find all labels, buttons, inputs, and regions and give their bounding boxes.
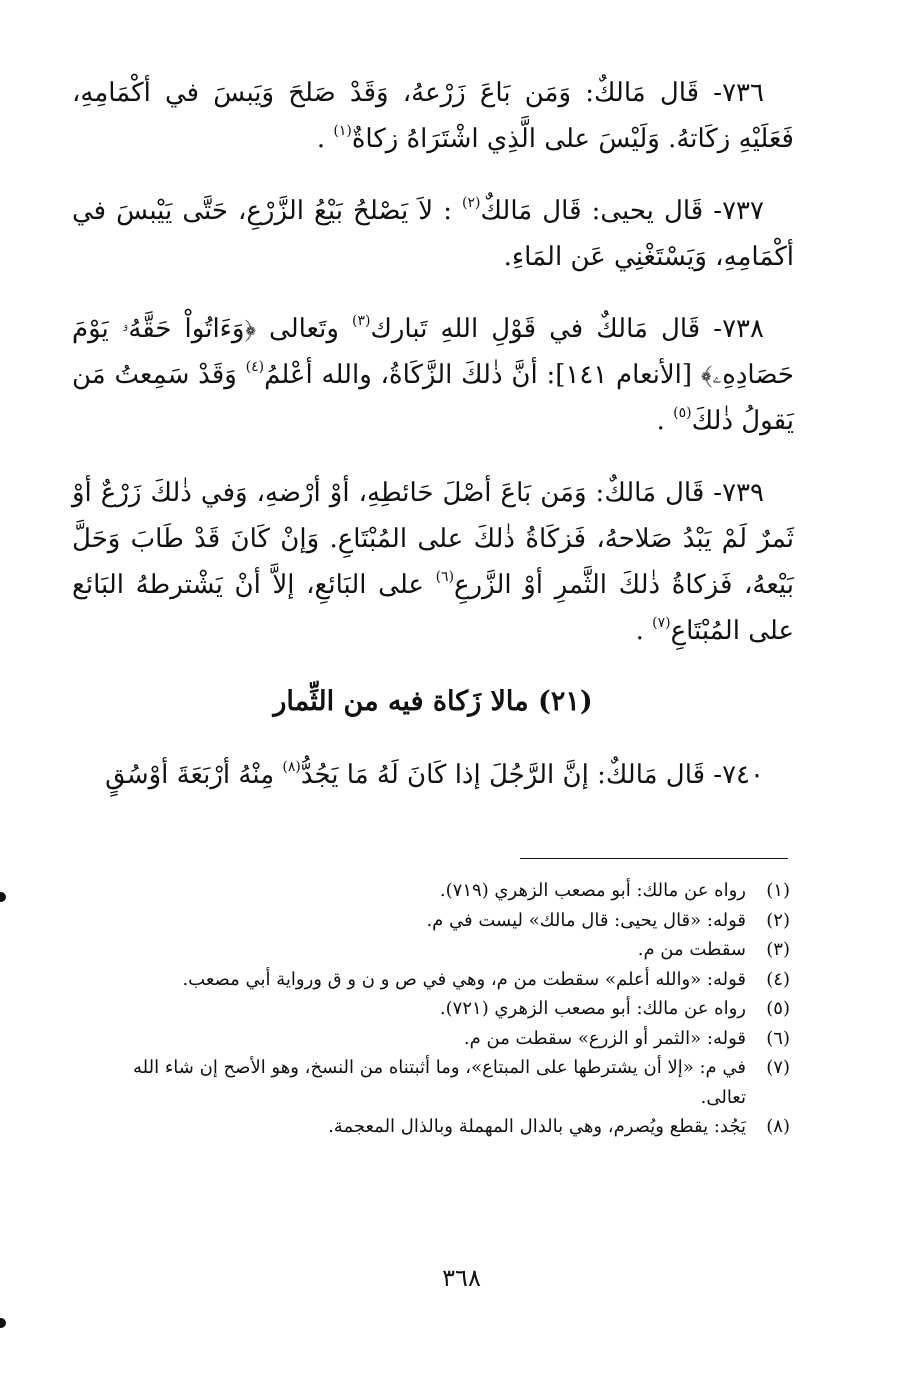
footnote-number: (١) [766, 880, 790, 901]
footnote-text: سقطت من م. [637, 939, 746, 960]
main-text [72, 70, 794, 798]
paragraph-text: . [656, 406, 674, 436]
footnote-item [110, 1112, 790, 1142]
footnote-separator [520, 858, 788, 859]
footnote-text: قوله: «قال يحيى: قال مالك» ليست في م. [426, 909, 746, 931]
paragraph-list [72, 70, 794, 654]
paragraph-text: ٧٣٧- قَال يحيى: قَال مَالكٌ [480, 196, 764, 226]
footnote-number: (٥) [766, 998, 790, 1019]
page-number: ٣٦٨ [442, 1264, 481, 1292]
paragraph-text: ٧٤٠- قَال مَالكٌ: إنَّ الرَّجُلَ إذا كَانَ لَهُ مَا يَجُدُّ [300, 760, 764, 790]
paragraph-text: . [635, 616, 653, 646]
footnote-ref: (٥) [673, 405, 692, 421]
paragraph-text: . [316, 124, 334, 154]
paragraph-text: ٧٣٩- قَال مَالكٌ: وَمَن بَاعَ أصْلَ حَائطِهِ، أوْ أرْضهِ، وَفي ذٰلكَ زَرْعٌ أوْ ثَمرٌ لَمْ يَبْدُ صَلاحهُ، فَزكَاةُ ذٰلكَ على المُبْتَاعِ. وَإنْ كَانَ قَدْ طَابَ وَحَلَّ بَيْعهُ، فَزكاةُ ذٰلكَ الثَّمرِ أوْ الزَّرعِ [72, 478, 794, 600]
paragraph-text: على البَائعِ، إلاَّ أنْ يَشْترطهُ البَائع على المُبْتَاعِ [72, 570, 794, 646]
footnote-item [110, 1053, 790, 1112]
paragraph [72, 70, 794, 162]
footnote-ref: (٤) [245, 359, 265, 375]
footnote-item [110, 965, 790, 995]
footnote-text: في م: «إلا أن يشترطها على المبتاع»، وما أثبتناه من النسخ، وهو الأصح إن شاء الله تعالى. [133, 1057, 746, 1108]
footnote-item [110, 1024, 790, 1054]
footnote-item [110, 935, 790, 965]
paragraph-text: وَقَدْ سَمِعتُ مَن يَقولُ ذٰلكَ [72, 360, 794, 436]
footnote-ref: (٣) [351, 313, 371, 329]
paragraph-text: ٧٣٦- قَال مَالكٌ: وَمَن بَاعَ زَرْعهُ، وَقَدْ صَلحَ وَيَبسَ في أكْمَامِهِ، فَعَلَيْهِ زكَاتهُ. وَلَيْسَ على الَّذِي اشْتَرَاهُ زكاةٌ [72, 78, 794, 154]
footnote-number: (٦) [766, 1027, 790, 1049]
section-heading: (٢١) مالا زَكاة فيه من الثِّمار [273, 686, 593, 717]
footnote-item [110, 876, 790, 906]
paragraph-text: ٧٣٨- قَال مَالكٌ في قَوْلِ اللهِ تَبارك [370, 314, 764, 344]
paragraph [72, 188, 794, 280]
footnote-ref: (٨) [282, 759, 301, 775]
margin-mark [0, 892, 6, 902]
footnote-ref: (٦) [435, 569, 455, 585]
footnote-item [110, 906, 790, 936]
paragraph [72, 470, 794, 654]
paragraph-text: وتَعالى ﴿وَءَاتُواْ حَقَّهُۥ يَوْمَ حَصَادِهِۦ﴾ [الأنعام ١٤١]: أنَّ ذٰلكَ الزَّكَاةُ، والله أعْلمُ [72, 314, 794, 390]
footnote-number: (٧) [766, 1057, 790, 1078]
paragraph [72, 306, 794, 444]
footnote-number: (٣) [766, 939, 790, 960]
footnote-item [110, 994, 790, 1024]
paragraph-text: مِنْهُ أرْبَعَةَ أوْسُقٍ [105, 760, 283, 790]
footnotes [110, 876, 790, 1142]
footnote-text: قوله: «والله أعلم» سقطت من م، وهي في ص و ن و ق ورواية أبي مصعب. [182, 968, 746, 990]
paragraph-text: : لاَ يَصْلحُ بَيْعُ الزَّرْعِ، حَتَّى يَيْبسَ في أكْمَامِهِ، وَيَسْتَغْنِي عَن المَاءِ. [72, 196, 794, 272]
last-paragraph [72, 752, 794, 798]
footnote-number: (٨) [766, 1116, 790, 1137]
paragraph [72, 752, 794, 798]
footnote-ref: (٧) [652, 615, 671, 631]
footnote-number: (٤) [766, 968, 790, 990]
footnote-ref: (١) [333, 123, 352, 139]
footnote-number: (٢) [766, 909, 790, 931]
margin-mark [0, 1318, 6, 1328]
footnote-text: رواه عن مالك: أبو مصعب الزهري (٧١٩). [439, 880, 746, 901]
footnote-text: رواه عن مالك: أبو مصعب الزهري (٧٢١). [439, 998, 746, 1019]
footnote-text: قوله: «الثمر أو الزرع» سقطت من م. [463, 1027, 746, 1049]
footnote-ref: (٢) [462, 195, 481, 211]
footnote-text: يَجُد: يقطع ويُصرم، وهي بالدال المهملة وبالذال المعجمة. [328, 1116, 746, 1137]
